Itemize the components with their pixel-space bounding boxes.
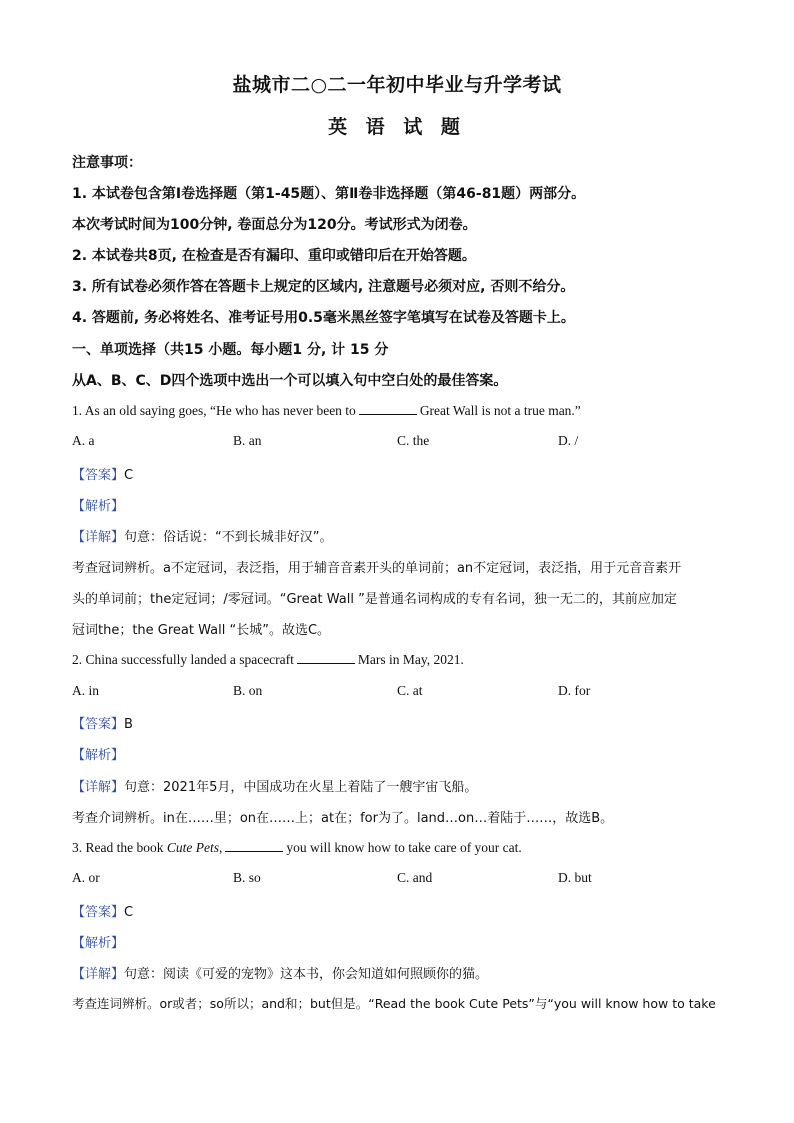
answer-value: C [124, 905, 134, 920]
note-2: 2. 本试卷共8页, 在检查是否有漏印、重印或错印后在开始答题。 [72, 248, 476, 264]
q3-option-a: A. or [72, 870, 100, 885]
q3-option-b: B. so [233, 870, 261, 885]
answer-value: C [124, 468, 134, 483]
answer-value: B [124, 717, 133, 732]
q2-answer [72, 713, 732, 732]
question-2-stem [72, 651, 732, 668]
q1-option-b: B. an [233, 433, 262, 448]
q2-analysis [72, 744, 732, 763]
answer-tag: 【答案】 [72, 468, 125, 483]
q3-detail [72, 963, 732, 982]
section-title: 一、单项选择（共15 小题。每小题1 分, 计 15 分 [72, 342, 389, 358]
q3-option-c: C. and [397, 870, 433, 885]
q1-option-a: A. a [72, 433, 95, 448]
stem-part-b: Mars in May, 2021. [357, 652, 464, 667]
note-3: 3. 所有试卷必须作答在答题卡上规定的区域内, 注意题号必须对应, 否则不给分。 [72, 279, 575, 295]
analysis-tag: 【解析】 [72, 499, 125, 514]
detail-text: 句意：2021年5月，中国成功在火星上着陆了一艘宇宙飞船。 [124, 780, 478, 795]
q1-explain-2: 头的单词前；the定冠词；/零冠词。“Great Wall ”是普通名词构成的专有名词，独一无二的，其前应加定 [72, 592, 677, 607]
exam-title: 盐城市二○二一年初中毕业与升学考试 [232, 74, 562, 96]
answer-tag: 【答案】 [72, 905, 125, 920]
stem-part-b: you will know how to take care of your cat. [286, 840, 522, 855]
q1-option-d: D. / [558, 433, 579, 448]
question-3-stem [72, 839, 732, 856]
q3-analysis [72, 932, 732, 951]
q2-detail [72, 776, 732, 795]
question-1-stem [72, 402, 732, 419]
q1-option-c: C. the [397, 433, 430, 448]
q2-option-d: D. for [558, 683, 591, 698]
exam-subtitle: 英 语 试 题 [328, 116, 466, 138]
note-4: 4. 答题前, 务必将姓名、准考证号用0.5毫米黑丝签字笔填写在试卷及答题卡上。 [72, 310, 575, 326]
section-instruction: 从A、B、C、D四个选项中选出一个可以填入句中空白处的最佳答案。 [72, 373, 508, 389]
detail-tag: 【详解】 [72, 967, 125, 982]
q1-explain-1: 考查冠词辨析。a不定冠词，表泛指，用于辅音音素开头的单词前；an不定冠词，表泛指，用于元音音素开 [72, 561, 682, 576]
note-1: 1. 本试卷包含第Ⅰ卷选择题（第1-45题）、第Ⅱ卷非选择题（第46-81题）两部分。 [72, 186, 586, 202]
q1-detail [72, 526, 732, 545]
analysis-tag: 【解析】 [72, 748, 125, 763]
stem-part-a: 2. China successfully landed a spacecraft [72, 652, 294, 667]
detail-tag: 【详解】 [72, 530, 125, 545]
q2-option-a: A. in [72, 683, 99, 698]
q2-option-c: C. at [397, 683, 423, 698]
stem-part-a: 1. As an old saying goes, “He who has never been to [72, 403, 356, 418]
q2-option-b: B. on [233, 683, 263, 698]
q3-answer [72, 901, 732, 920]
answer-tag: 【答案】 [72, 717, 125, 732]
answer-blank [225, 839, 283, 852]
detail-tag: 【详解】 [72, 780, 125, 795]
analysis-tag: 【解析】 [72, 936, 125, 951]
stem-part-a: 3. Read the book [72, 840, 164, 855]
q1-analysis [72, 495, 732, 514]
note-1-continued: 本次考试时间为100分钟, 卷面总分为120分。考试形式为闭卷。 [72, 217, 477, 233]
q3-explain-1: 考查连词辨析。or或者；so所以；and和；but但是。“Read the book Cute Pets”与“you will know how to take [72, 996, 716, 1011]
answer-blank [359, 402, 417, 415]
stem-comma: , [218, 840, 223, 855]
q3-option-d: D. but [558, 870, 592, 885]
answer-blank [297, 651, 355, 664]
q2-explain-1: 考查介词辨析。in在……里；on在……上；at在；for为了。land…on…着陆于……，故选B。 [72, 811, 614, 826]
detail-text: 句意：阅读《可爱的宠物》这本书，你会知道如何照顾你的猫。 [124, 967, 489, 982]
q1-answer [72, 464, 732, 483]
q1-explain-3: 冠词the；the Great Wall “长城”。故选C。 [72, 623, 331, 638]
book-title: Cute Pets [166, 840, 219, 855]
detail-text: 句意：俗话说：“不到长城非好汉”。 [124, 530, 333, 545]
stem-part-b: Great Wall is not a true man.” [419, 403, 581, 418]
notes-heading: 注意事项： [72, 155, 142, 171]
